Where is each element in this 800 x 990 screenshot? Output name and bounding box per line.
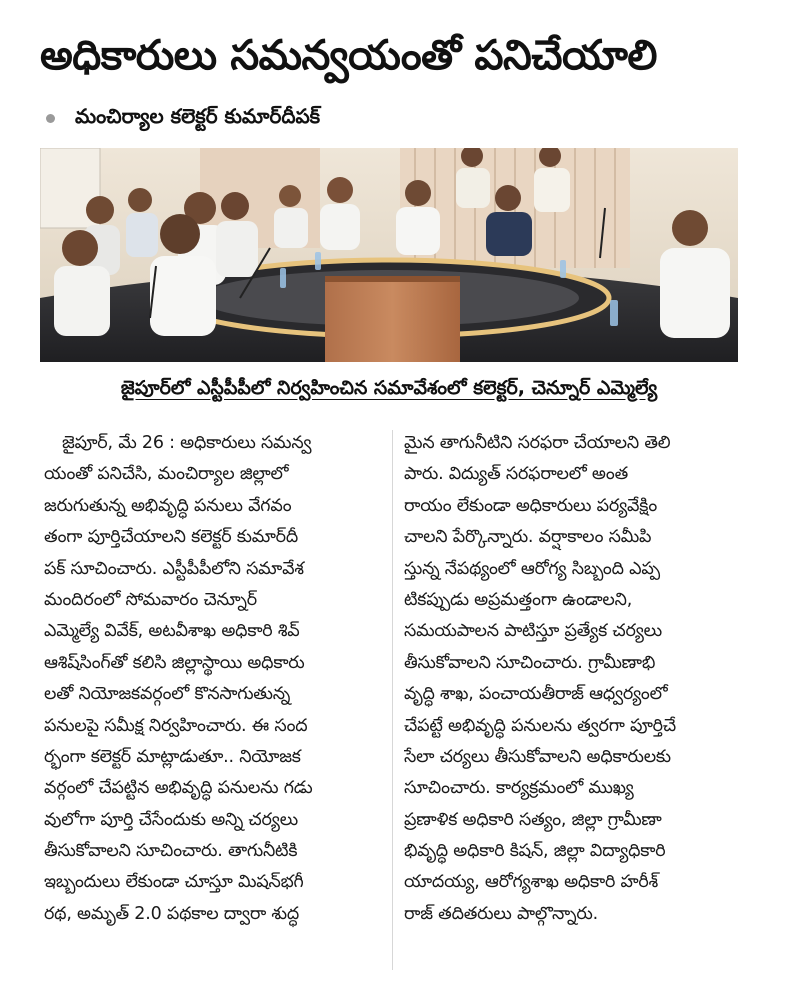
article-line: మైన తాగునీటిని సరఫరా చేయాలని తెలి [404, 433, 671, 453]
article-column-left [44, 428, 384, 930]
article-line: రాజ్ తదితరులు పాల్గొన్నారు. [404, 903, 598, 924]
article-line: లతో నియోజకవర్గంలో కొనసాగుతున్న [44, 684, 291, 705]
column-divider [392, 430, 393, 970]
article-line: ఇబ్బందులు లేకుండా చూస్తూ మిషన్‌భగీ [44, 872, 304, 893]
article-line: మందిరంలో సోమవారం చెన్నూర్ [44, 589, 257, 610]
article-line: జరుగుతున్న అభివృద్ధి పనులు వేగవం [44, 495, 292, 516]
article-line: రాయం లేకుండా అధికారులు పర్యవేక్షిం [404, 495, 658, 516]
article-line: తీసుకోవాలని సూచించారు. తాగునీటికి [44, 841, 298, 862]
article-column-right [404, 428, 744, 930]
article-line: టికప్పుడు అప్రమత్తంగా ఉండాలని, [404, 589, 633, 610]
article-line: వర్గంలో చేపట్టిన అభివృద్ధి పనులను గడు [44, 778, 313, 799]
article-line: వృద్ధి శాఖ, పంచాయతీరాజ్ ఆధ్వర్యంలో [404, 684, 668, 705]
article-line: వులోగా పూర్తి చేసేందుకు అన్ని చర్యలు [44, 809, 298, 830]
article-line: చేపట్టే అభివృద్ధి పనులను త్వరగా పూర్తిచే [404, 715, 676, 736]
bullet-icon [46, 114, 55, 123]
article-line: ర్భంగా కలెక్టర్ మాట్లాడుతూ.. నియోజక [44, 746, 301, 767]
headline: అధికారులు సమన్వయంతో పనిచేయాలి [40, 31, 657, 79]
photo-caption [40, 370, 738, 410]
article-line: పనులపై సమీక్ష నిర్వహించారు. ఈ సంద [44, 715, 308, 736]
caption-text: జైపూర్‌లో ఎస్టీపీపీలో నిర్వహించిన సమావేశంలో కలెక్టర్, చెన్నూర్ ఎమ్మెల్యే [120, 376, 658, 399]
meeting-photo-illustration [40, 148, 738, 362]
meeting-photo [40, 148, 738, 362]
article-line: స్తున్న నేపథ్యంలో ఆరోగ్య సిబ్బంది ఎప్ప [404, 558, 660, 579]
article-line: ఆశిష్‌సింగ్‌తో కలిసి జిల్లాస్థాయి అధికారు [44, 652, 305, 673]
article-line: ప్రణాళిక అధికారి సత్యం, జిల్లా గ్రామీణా [404, 809, 662, 830]
article-line: పారు. విద్యుత్ సరఫరాలలో అంత [404, 464, 629, 485]
article-line: పక్ సూచించారు. ఎస్టీపీపీలోని సమావేశ [44, 558, 304, 579]
article-line: చాలని పేర్కొన్నారు. వర్షాకాలం సమీపి [404, 527, 652, 548]
article-line: జైపూర్, మే 26 : అధికారులు సమన్వ [62, 433, 312, 453]
article-line: సేలా చర్యలు తీసుకోవాలని అధికారులకు [404, 746, 671, 767]
article-line: రథ, అమృత్ 2.0 పథకాల ద్వారా శుద్ధ [44, 903, 300, 924]
article-line: యాదయ్య, ఆరోగ్యశాఖ అధికారి హరీశ్ [404, 872, 659, 893]
article-line: తంగా పూర్తిచేయాలని కలెక్టర్ కుమార్‌దీ [44, 527, 299, 548]
subheadline-row [40, 100, 320, 136]
article-line: భివృద్ధి అధికారి కిషన్, జిల్లా విద్యాధికారి [404, 841, 666, 862]
article-line: ఎమ్మెల్యే వివేక్, అటవీశాఖ అధికారి శివ్ [44, 621, 300, 642]
article-line: సూచించారు. కార్యక్రమంలో ముఖ్య [404, 778, 634, 799]
subheadline: మంచిర్యాల కలెక్టర్ కుమార్‌దీపక్ [75, 103, 321, 128]
article-line: తీసుకోవాలని సూచించారు. గ్రామీణాభి [404, 652, 656, 673]
article-line: సమయపాలన పాటిస్తూ ప్రత్యేక చర్యలు [404, 621, 662, 642]
article-line: యంతో పనిచేసి, మంచిర్యాల జిల్లాలో [44, 464, 289, 485]
